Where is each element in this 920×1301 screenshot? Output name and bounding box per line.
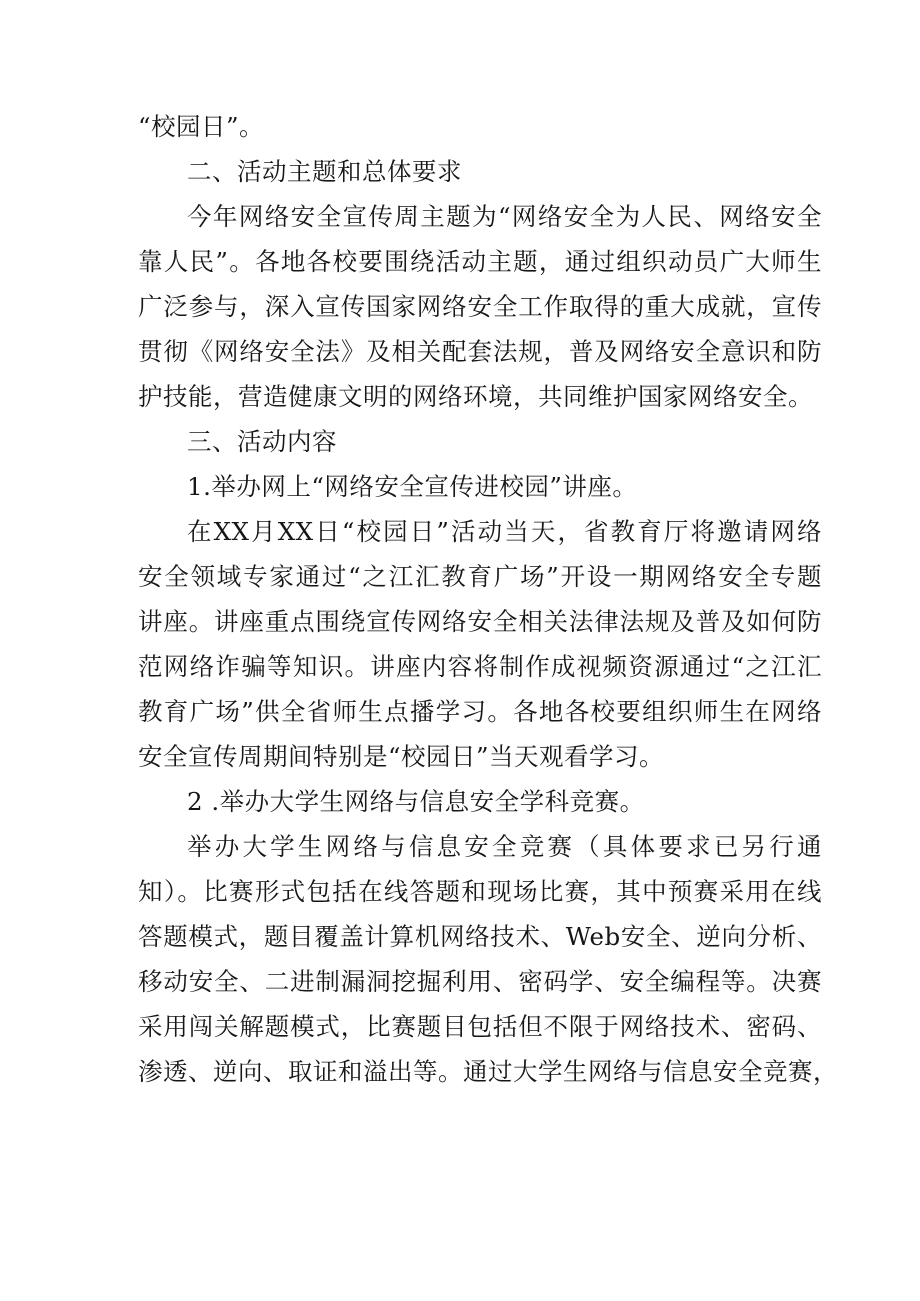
paragraph-line: 范网络诈骗等知识。讲座内容将制作成视频资源通过“之江汇: [138, 652, 822, 681]
subsection-heading-1: 1.举办网上“网络安全宣传进校园”讲座。: [187, 472, 638, 501]
paragraph-line: 今年网络安全宣传周主题为“网络安全为人民、网络安全: [187, 202, 822, 231]
section-heading-2: 二、活动主题和总体要求: [187, 157, 462, 186]
paragraph-line: 在XX月XX日“校园日”活动当天，省教育厅将邀请网络: [187, 517, 822, 546]
paragraph-line: 安全领域专家通过“之江汇教育广场”开设一期网络安全专题: [138, 562, 822, 591]
paragraph-line: 护技能，营造健康文明的网络环境，共同维护国家网络安全。: [138, 382, 813, 411]
paragraph-line: 讲座。讲座重点围绕宣传网络安全相关法律法规及普及如何防: [138, 607, 822, 636]
paragraph-line: 采用闯关解题模式，比赛题目包括但不限于网络技术、密码、: [138, 1012, 822, 1041]
paragraph-line: 移动安全、二进制漏洞挖掘利用、密码学、安全编程等。决赛: [138, 967, 822, 996]
paragraph-line: 广泛参与，深入宣传国家网络安全工作取得的重大成就，宣传: [138, 292, 822, 321]
paragraph-line: 贯彻《网络安全法》及相关配套法规，普及网络安全意识和防: [138, 337, 822, 366]
paragraph-line: 靠人民”。各地各校要围绕活动主题，通过组织动员广大师生: [138, 247, 822, 276]
subsection-heading-2: 2 .举办大学生网络与信息安全学科竞赛。: [187, 787, 645, 816]
paragraph-line: 答题模式，题目覆盖计算机网络技术、Web安全、逆向分析、: [138, 922, 822, 951]
paragraph-line: 渗透、逆向、取证和溢出等。通过大学生网络与信息安全竞赛，: [138, 1057, 838, 1086]
paragraph-line: 举办大学生网络与信息安全竞赛（具体要求已另行通: [187, 832, 822, 861]
section-heading-3: 三、活动内容: [187, 427, 337, 456]
paragraph-line: 知）。比赛形式包括在线答题和现场比赛，其中预赛采用在线: [138, 877, 822, 906]
paragraph-line: 教育广场”供全省师生点播学习。各地各校要组织师生在网络: [138, 697, 822, 726]
continuation-line: “校园日”。: [138, 112, 265, 141]
paragraph-line: 安全宣传周期间特别是“校园日”当天观看学习。: [138, 742, 665, 771]
document-body: [138, 104, 838, 1094]
